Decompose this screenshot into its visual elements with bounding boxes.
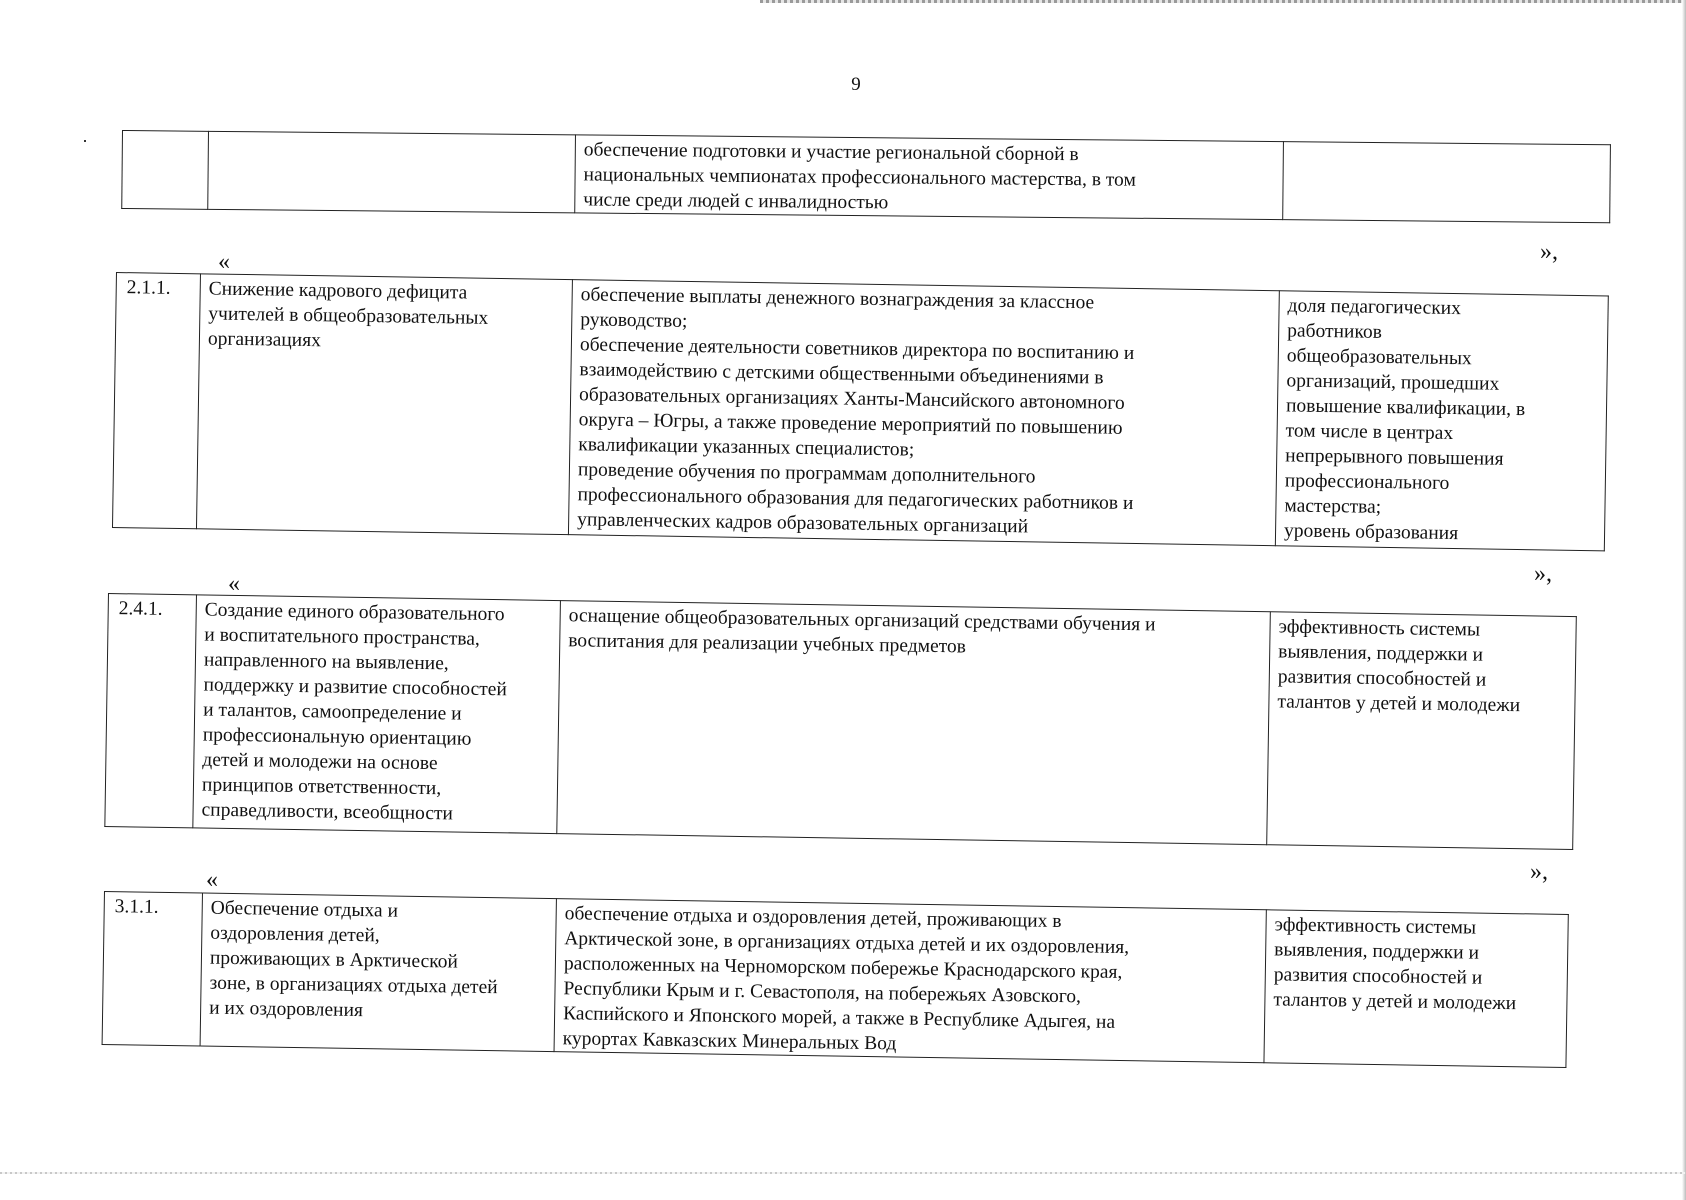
cell-text-line: Арктической зоне, в организациях отдыха детей и их оздоровления,	[564, 928, 1130, 959]
cell-text-line: профессионального	[1284, 470, 1450, 494]
table-row	[105, 594, 1576, 850]
cell-text-line: выявления, поддержки и	[1274, 939, 1480, 964]
cell-text-line: справедливости, всеобщности	[201, 799, 454, 825]
cell-text-line: 2.1.1.	[126, 277, 171, 299]
cell-text-line: квалификации указанных специалистов;	[578, 434, 915, 461]
table-continuation	[121, 130, 1611, 223]
cell-text-line: зоне, в организациях отдыха детей	[209, 972, 498, 999]
cell-text-line: управленческих кадров образовательных организаций	[577, 509, 1029, 538]
page-number: 9	[851, 74, 861, 95]
table-row	[112, 273, 1608, 551]
cell-text-line: Создание единого образовательного	[204, 599, 505, 626]
cell-indicator	[1264, 910, 1568, 1068]
cell-text-line: направленного на выявление,	[203, 649, 449, 675]
cell-text-line: воспитания для реализации учебных предметов	[568, 630, 967, 658]
cell-text-line: мастерства;	[1284, 495, 1382, 518]
cell-text-line: поддержку и развитие способностей	[203, 674, 508, 701]
cell-activity	[575, 135, 1284, 220]
cell-text-line: национальных чемпионатах профессионального мастерства, в том	[583, 164, 1136, 191]
cell-number	[102, 892, 202, 1047]
open-quote: «	[228, 571, 240, 597]
cell-text-line: талантов у детей и молодежи	[1273, 989, 1517, 1015]
open-quote: «	[206, 867, 218, 893]
table-2-4-1	[104, 593, 1576, 850]
cell-title	[200, 893, 556, 1052]
cell-number	[105, 594, 197, 828]
cell-text-line: курортах Кавказских Минеральных Вод	[562, 1028, 897, 1055]
cell-title	[196, 274, 572, 535]
scan-speck	[84, 140, 86, 142]
cell-activity	[557, 601, 1271, 845]
cell-text-line: обеспечение отдыха и оздоровления детей, проживающих в	[564, 903, 1062, 933]
cell-title	[193, 595, 561, 834]
cell-text-line: руководство;	[580, 309, 688, 332]
cell-text-line: Обеспечение отдыха и	[210, 897, 399, 922]
cell-text-line: непрерывного повышения	[1285, 445, 1504, 470]
scan-edge-top	[760, 0, 1686, 3]
cell-text-line: 3.1.1.	[114, 896, 159, 918]
cell-text-line: Республики Крым и г. Севастополя, на побережьях Азовского,	[563, 978, 1082, 1008]
close-quote: »,	[1534, 561, 1552, 587]
cell-title	[208, 131, 576, 213]
open-quote: «	[218, 249, 230, 275]
cell-text-line: взаимодействию с детскими общественными объединениями в	[579, 359, 1104, 389]
cell-text-line: эффективность системы	[1274, 914, 1477, 939]
table-3-1-1	[102, 891, 1569, 1068]
cell-text-line: Снижение кадрового дефицита	[208, 278, 468, 304]
cell-indicator	[1283, 142, 1611, 223]
cell-text-line: проживающих в Арктической	[209, 947, 459, 973]
scan-edge-bottom	[0, 1172, 1686, 1174]
cell-text-line: проведение обучения по программам дополнительного	[577, 459, 1036, 488]
cell-text-line: организаций, прошедших	[1286, 370, 1500, 395]
cell-text-line: развития способностей и	[1277, 666, 1487, 691]
cell-text-line: профессиональную ориентацию	[202, 724, 472, 750]
cell-text-line: числе среди людей с инвалидностью	[583, 189, 889, 214]
cell-text-line: оздоровления детей,	[210, 922, 380, 947]
cell-text-line: развития способностей и	[1273, 964, 1483, 989]
cell-text-line: выявления, поддержки и	[1278, 641, 1484, 666]
cell-indicator	[1275, 291, 1608, 551]
cell-activity	[568, 280, 1279, 546]
cell-text-line: работников	[1287, 320, 1383, 343]
cell-text-line: обеспечение подготовки и участие региональной сборной в	[583, 139, 1079, 166]
cell-text-line: 2.4.1.	[118, 598, 163, 620]
cell-text-line: детей и молодежи на основе	[202, 749, 438, 775]
cell-text-line: профессионального образования для педагогических работников и	[577, 484, 1134, 515]
cell-number	[112, 273, 200, 529]
table-2-1-1	[112, 272, 1609, 551]
cell-number	[122, 131, 209, 210]
cell-text-line: талантов у детей и молодежи	[1277, 691, 1521, 717]
cell-text-line: доля педагогических	[1287, 295, 1462, 320]
cell-text-line: уровень образования	[1283, 520, 1459, 545]
cell-text-line: повышение квалификации, в	[1285, 395, 1526, 421]
cell-text-line: эффективность системы	[1278, 616, 1481, 641]
cell-text-line: учителей в общеобразовательных	[208, 303, 489, 329]
cell-text-line: обеспечение деятельности советников директора по воспитанию и	[579, 334, 1135, 365]
cell-text-line: округа – Югры, а также проведение мероприятий по повышению	[578, 409, 1123, 439]
table-row	[102, 892, 1568, 1068]
table-row	[122, 131, 1611, 223]
cell-text-line: и воспитательного пространства,	[204, 624, 480, 650]
cell-text-line: и талантов, самоопределение и	[203, 699, 462, 725]
cell-text-line: общеобразовательных	[1286, 345, 1472, 370]
close-quote: »,	[1530, 859, 1548, 885]
cell-text-line: оснащение общеобразовательных организаций средствами обучения и	[568, 605, 1156, 636]
cell-text-line: том числе в центрах	[1285, 420, 1454, 445]
cell-text-line: расположенных на Черноморском побережье Краснодарского края,	[563, 953, 1123, 984]
cell-text-line: организациях	[207, 328, 322, 352]
cell-text-line: и их оздоровления	[209, 997, 364, 1022]
cell-activity	[554, 899, 1266, 1063]
cell-text-line: образовательных организациях Ханты-Мансийского автономного	[578, 384, 1125, 414]
cell-text-line: Каспийского и Японского морей, а также в Республике Адыгея, на	[562, 1003, 1116, 1033]
cell-text-line: принципов ответственности,	[201, 774, 442, 800]
close-quote: »,	[1540, 239, 1558, 265]
scan-edge-right	[1682, 0, 1686, 1200]
cell-text-line: обеспечение выплаты денежного вознаграждения за классное	[580, 284, 1095, 314]
cell-indicator	[1267, 612, 1577, 850]
